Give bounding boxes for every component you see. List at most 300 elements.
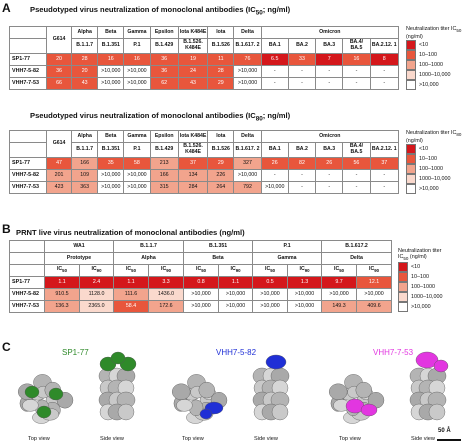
value-cell: 43 [178, 78, 207, 90]
ic-sub: 50 [270, 268, 276, 274]
header-lineage-11: BA.4/ BA.5 [343, 143, 370, 158]
value-cell: - [316, 78, 343, 90]
header-ic90 [149, 265, 184, 277]
value-cell: 7 [316, 54, 343, 66]
corner-cell-3 [10, 265, 45, 277]
antibody-density [49, 388, 63, 400]
top-view-image-0 [14, 362, 76, 432]
value-cell: 327 [234, 158, 261, 170]
value-cell: 109 [72, 170, 98, 182]
header-lineage-3: P.1 [124, 39, 150, 54]
legend-swatch [398, 262, 408, 272]
value-cell: 0.5 [253, 277, 288, 289]
table-b-prnt [9, 240, 392, 313]
value-cell: 1.3 [288, 277, 322, 289]
value-cell: 58 [124, 158, 150, 170]
density-blob [356, 382, 372, 398]
value-cell: 37 [370, 158, 398, 170]
header-lineage-5: B.1.526. K484E [178, 39, 207, 54]
legend-swatch [398, 272, 408, 282]
ic-sub: 50 [131, 268, 136, 274]
value-cell: - [316, 170, 343, 182]
legend-label: 10–100 [419, 52, 437, 58]
header-ic50 [114, 265, 149, 277]
scale-bar-label: 50 Å [438, 428, 451, 434]
value-cell: 6.5 [261, 54, 288, 66]
table-row [10, 170, 399, 182]
legend-item [398, 292, 442, 302]
header-variant-5: Iota K484E [178, 27, 207, 39]
header-ic90 [80, 265, 114, 277]
value-cell: 16 [124, 54, 150, 66]
value-cell: 9.7 [322, 277, 357, 289]
value-cell: >10,000 [98, 78, 124, 90]
value-cell: 47 [47, 158, 72, 170]
ic-prefix: IC [161, 266, 167, 273]
row-label: VHH7-7-53 [10, 182, 47, 194]
header-variant-5: Iota K484E [178, 131, 207, 143]
value-cell: 136.3 [45, 301, 80, 313]
legend-title-sub: 50 [456, 28, 462, 34]
header-ic50 [253, 265, 288, 277]
legend-swatch [398, 282, 408, 292]
header-ic50 [184, 265, 219, 277]
value-cell: >10,000 [234, 170, 261, 182]
value-cell: - [288, 182, 315, 194]
top-view-label: Top view [182, 436, 204, 442]
ic-prefix: IC [299, 266, 305, 273]
header-variant-6: Iota [208, 27, 234, 39]
ic-sub: 50 [201, 268, 207, 274]
value-cell: >10,000 [124, 170, 150, 182]
value-cell: - [343, 182, 370, 194]
value-cell: - [370, 78, 398, 90]
value-cell: 33 [288, 54, 315, 66]
value-cell: >10,000 [98, 170, 124, 182]
value-cell: - [316, 182, 343, 194]
value-cell: 19 [178, 54, 207, 66]
legend-label: >10,000 [419, 186, 439, 192]
legend-swatch [406, 184, 416, 194]
legend-label: 1000–10,000 [419, 72, 451, 78]
side-view-image-2 [397, 352, 459, 432]
header-variant-1: Alpha [72, 27, 98, 39]
corner-cell-2 [10, 143, 47, 158]
header-lineage-1: B.1.1.7 [114, 241, 184, 253]
antibody-density [266, 355, 286, 369]
row-label: SP1-77 [10, 277, 45, 289]
density-blob [329, 384, 347, 400]
value-cell: - [343, 170, 370, 182]
header-variant-2: Beta [98, 27, 124, 39]
value-cell: 35 [98, 158, 124, 170]
legend-title-main: Neutralization titer IC [406, 130, 457, 136]
legend-swatch [406, 144, 416, 154]
value-cell: 26 [261, 158, 288, 170]
ic-sub: 90 [235, 268, 241, 274]
value-cell: 149.3 [322, 301, 357, 313]
table-row [10, 158, 399, 170]
value-cell: >10,000 [288, 289, 322, 301]
header-lineage-1: B.1.1.7 [72, 143, 98, 158]
legend-label: <10 [411, 264, 421, 270]
legend-swatch [406, 80, 416, 90]
legend-label: >10,000 [419, 82, 439, 88]
value-cell: 423 [47, 182, 72, 194]
header-ic50 [45, 265, 80, 277]
value-cell: - [343, 78, 370, 90]
legend-item [406, 80, 439, 90]
legend-title-sub: 50 [403, 256, 409, 262]
legend-title-sub: 80 [456, 132, 462, 138]
value-cell: 910.5 [45, 289, 80, 301]
value-cell: - [288, 170, 315, 182]
value-cell: - [370, 170, 398, 182]
table-a2-title-end: ; ng/ml) [262, 111, 291, 120]
antibody-density [434, 360, 448, 372]
header-variant-4: Epsilon [150, 131, 178, 143]
value-cell: >10,000 [184, 301, 219, 313]
ic-sub: 90 [304, 268, 310, 274]
table-a2-title-main: Pseudotyped virus neutralization of monoclonal antibodies (IC [30, 111, 256, 120]
header-variant-3: Gamma [124, 131, 150, 143]
value-cell: 16 [343, 54, 370, 66]
table-row [10, 277, 392, 289]
value-cell: 284 [178, 182, 207, 194]
value-cell: 29 [208, 78, 234, 90]
density-blob [172, 384, 190, 400]
value-cell: >10,000 [124, 78, 150, 90]
scale-bar [437, 439, 461, 441]
value-cell: >10,000 [219, 289, 253, 301]
header-variant-3: Gamma [253, 253, 322, 265]
value-cell: 36 [150, 54, 178, 66]
value-cell: 111.6 [114, 289, 149, 301]
ic-sub: 50 [339, 268, 345, 274]
value-cell: - [316, 66, 343, 78]
table-a1-ic50 [9, 26, 399, 90]
table-row [10, 182, 399, 194]
header-lineage-4: B.1.429 [150, 143, 178, 158]
value-cell: >10,000 [124, 66, 150, 78]
corner-cell [10, 131, 47, 143]
antibody-density [200, 409, 212, 419]
ic-prefix: IC [125, 266, 132, 273]
legend-item [398, 282, 435, 292]
header-row-lineage [10, 241, 392, 253]
legend-item [406, 154, 437, 164]
value-cell: >10,000 [288, 301, 322, 313]
legend-title-ic: IC [398, 254, 404, 260]
header-g614: G614 [47, 27, 72, 54]
density-blob [272, 404, 288, 420]
value-cell: 2365.0 [80, 301, 114, 313]
value-cell: 1.1 [45, 277, 80, 289]
legend-item [406, 164, 443, 174]
antibody-density [37, 406, 51, 418]
header-ic90 [219, 265, 253, 277]
table-row [10, 66, 399, 78]
header-lineage-2: B.1.351 [184, 241, 253, 253]
header-ic50 [322, 265, 357, 277]
legend-title-line2 [398, 254, 441, 262]
table-a1-title-main: Pseudotyped virus neutralization of monoclonal antibodies (IC [30, 5, 256, 14]
density-blob [199, 382, 215, 398]
structure-name-1: VHH7-5-82 [216, 348, 257, 357]
legend-label: 1000–10,000 [411, 294, 443, 300]
value-cell: - [261, 78, 288, 90]
header-variant-6: Iota [208, 131, 234, 143]
corner-cell [10, 27, 47, 39]
value-cell: 12.1 [357, 277, 392, 289]
legend-item [406, 60, 443, 70]
top-view-image-1 [168, 362, 230, 432]
table-row [10, 54, 399, 66]
value-cell: - [370, 182, 398, 194]
structure-name-2: VHH7-7-53 [373, 348, 414, 357]
header-lineage-12: BA.2.12. 1 [370, 39, 398, 54]
value-cell: 1.1 [219, 277, 253, 289]
legend-title [398, 248, 441, 262]
legend-label: 10–100 [419, 156, 437, 162]
top-view-label: Top view [28, 436, 50, 442]
header-lineage-6: B.1.526 [208, 143, 234, 158]
header-lineage-3: P.1 [253, 241, 322, 253]
legend-title-a [406, 130, 468, 144]
header-lineage-1: B.1.1.7 [72, 39, 98, 54]
value-cell: 28 [72, 54, 98, 66]
row-label: SP1-77 [10, 158, 47, 170]
density-blob [429, 404, 445, 420]
value-cell: 11 [208, 54, 234, 66]
header-lineage-4: B.1.429 [150, 39, 178, 54]
header-variant-0: Prototype [45, 253, 114, 265]
legend-swatch [398, 292, 408, 302]
value-cell: 226 [208, 170, 234, 182]
header-variant-1: Alpha [72, 131, 98, 143]
header-lineage-2: B.1.351 [98, 143, 124, 158]
value-cell: 24 [178, 66, 207, 78]
header-lineage-10: BA.3 [316, 39, 343, 54]
value-cell: 43 [72, 78, 98, 90]
density-blob [22, 399, 38, 411]
side-view-image-1 [240, 352, 302, 432]
legend-swatch [406, 164, 416, 174]
value-cell: 134 [178, 170, 207, 182]
header-omicron: Omicron [261, 131, 398, 143]
value-cell: 315 [150, 182, 178, 194]
header-lineage-9: BA.2 [288, 39, 315, 54]
legend-title-unit: (ng/ml) [408, 254, 427, 260]
value-cell: 792 [234, 182, 261, 194]
header-variant-2: Beta [98, 131, 124, 143]
antibody-density [25, 386, 39, 398]
side-view-label: Side view [100, 436, 124, 442]
ic-prefix: IC [91, 266, 97, 273]
value-cell: 76 [234, 54, 261, 66]
row-label: VHH7-5-82 [10, 66, 47, 78]
value-cell: 1.1 [114, 277, 149, 289]
header-variant-2: Beta [184, 253, 253, 265]
value-cell: 166 [72, 158, 98, 170]
legend-label: 1000–10,000 [419, 176, 451, 182]
top-view-label: Top view [339, 436, 361, 442]
value-cell: >10,000 [184, 289, 219, 301]
ic-prefix: IC [265, 266, 271, 273]
value-cell: >10,000 [261, 182, 288, 194]
header-lineage-4: B.1.617.2 [322, 241, 392, 253]
legend-title-unit: (ng/ml) [406, 34, 423, 41]
header-lineage-7: B.1.617. 2 [234, 39, 261, 54]
table-a2-title [30, 111, 290, 123]
header-lineage-9: BA.2 [288, 143, 315, 158]
value-cell: 28 [208, 66, 234, 78]
value-cell: - [288, 78, 315, 90]
table-b-title: PRNT live virus neutralization of monoclonal antibodies (ng/ml) [16, 228, 245, 237]
ic-prefix: IC [230, 266, 236, 273]
corner-cell-2 [10, 253, 45, 265]
table-a1-title-end: ; ng/ml) [262, 5, 291, 14]
value-cell: 213 [150, 158, 178, 170]
value-cell: 58.4 [114, 301, 149, 313]
header-variant-1: Alpha [114, 253, 184, 265]
legend-item [398, 272, 429, 282]
legend-swatch [406, 174, 416, 184]
corner-cell-2 [10, 39, 47, 54]
side-view-label: Side view [254, 436, 278, 442]
header-lineage-0: WA1 [45, 241, 114, 253]
legend-label: 100–1000 [419, 166, 443, 172]
row-label: VHH7-5-82 [10, 289, 45, 301]
legend-title-unit: (ng/ml) [406, 138, 423, 145]
legend-item [406, 184, 439, 194]
value-cell: - [261, 66, 288, 78]
value-cell: 82 [288, 158, 315, 170]
legend-label: >10,000 [411, 304, 431, 310]
value-cell: >10,000 [322, 289, 357, 301]
header-variant-7: Delta [234, 131, 261, 143]
value-cell: 201 [47, 170, 72, 182]
legend-swatch [406, 50, 416, 60]
value-cell: - [288, 66, 315, 78]
legend-item [406, 40, 428, 50]
ic-sub: 50 [62, 268, 67, 274]
header-row-variant [10, 131, 399, 143]
value-cell: 409.6 [357, 301, 392, 313]
legend-label: 10–100 [411, 274, 429, 280]
value-cell: 26 [316, 158, 343, 170]
value-cell: 363 [72, 182, 98, 194]
value-cell: >10,000 [357, 289, 392, 301]
value-cell: >10,000 [124, 182, 150, 194]
legend-swatch [406, 70, 416, 80]
table-a1-title [30, 5, 290, 17]
row-label: VHH7-5-82 [10, 170, 47, 182]
row-label: VHH7-7-53 [10, 301, 45, 313]
panel-label-a: A [2, 1, 11, 15]
ic-prefix: IC [369, 266, 375, 273]
legend-title [406, 130, 468, 144]
legend-item [406, 174, 450, 184]
legend-label: 100–1000 [411, 284, 435, 290]
header-lineage-2: B.1.351 [98, 39, 124, 54]
density-blob [118, 404, 134, 420]
header-variant-3: Gamma [124, 27, 150, 39]
side-view-label: Side view [411, 436, 435, 442]
table-row [10, 78, 399, 90]
value-cell: >10,000 [98, 66, 124, 78]
header-lineage-7: B.1.617. 2 [234, 143, 261, 158]
legend-item [398, 262, 420, 272]
legend-item [406, 70, 450, 80]
header-ic90 [288, 265, 322, 277]
ic-prefix: IC [334, 266, 340, 273]
ic-prefix: IC [196, 266, 202, 273]
table-a2-ic80 [9, 130, 399, 194]
density-blob [176, 399, 192, 411]
ic-sub: 90 [96, 268, 102, 274]
ic-sub: 90 [374, 268, 380, 274]
value-cell: 62 [150, 78, 178, 90]
header-lineage-10: BA.3 [316, 143, 343, 158]
value-cell: >10,000 [98, 182, 124, 194]
header-lineage-8: BA.1 [261, 39, 288, 54]
value-cell: 172.6 [149, 301, 184, 313]
legend-title-line1: Neutralization titer [398, 248, 442, 254]
value-cell: 56 [343, 158, 370, 170]
value-cell: 1128.0 [80, 289, 114, 301]
value-cell: >10,000 [234, 78, 261, 90]
legend-title-main: Neutralization titer IC [406, 26, 457, 32]
header-lineage-3: P.1 [124, 143, 150, 158]
header-lineage-12: BA.2.12. 1 [370, 143, 398, 158]
legend-title [406, 26, 468, 40]
value-cell: 66 [47, 78, 72, 90]
table-a2-title-sub: 80 [255, 115, 263, 123]
legend-swatch [406, 154, 416, 164]
value-cell: - [261, 170, 288, 182]
header-row-ic [10, 265, 392, 277]
value-cell: >10,000 [253, 289, 288, 301]
legend-item [406, 50, 437, 60]
value-cell: 8 [370, 54, 398, 66]
value-cell: 2.4 [80, 277, 114, 289]
header-variant-4: Delta [322, 253, 392, 265]
header-lineage-6: B.1.526 [208, 39, 234, 54]
legend-label: <10 [419, 42, 429, 48]
header-g614: G614 [47, 131, 72, 158]
value-cell: 166 [150, 170, 178, 182]
value-cell: 29 [208, 158, 234, 170]
header-ic90 [357, 265, 392, 277]
table-row [10, 289, 392, 301]
header-variant-4: Epsilon [150, 27, 178, 39]
table-a1-title-sub: 50 [255, 9, 263, 17]
legend-label: <10 [419, 146, 429, 152]
header-lineage-8: BA.1 [261, 143, 288, 158]
value-cell: 1436.0 [149, 289, 184, 301]
row-label: SP1-77 [10, 54, 47, 66]
value-cell: 264 [208, 182, 234, 194]
legend-swatch [398, 302, 408, 312]
table-row [10, 301, 392, 313]
value-cell: >10,000 [219, 301, 253, 313]
ic-sub: 90 [166, 268, 172, 274]
value-cell: 20 [47, 54, 72, 66]
antibody-density [361, 404, 377, 416]
row-label: VHH7-7-53 [10, 78, 47, 90]
panel-label-c: C [2, 340, 11, 354]
